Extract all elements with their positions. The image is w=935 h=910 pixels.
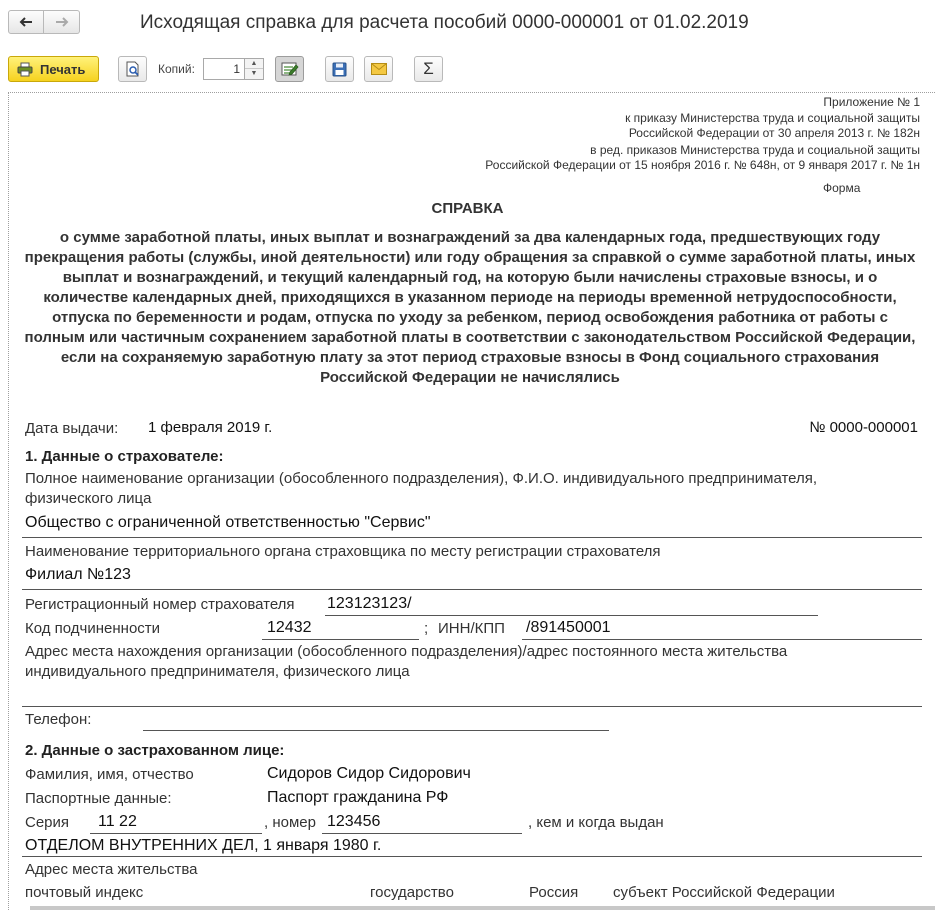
arrow-right-icon bbox=[55, 17, 69, 27]
series-label: Серия bbox=[25, 814, 70, 831]
territorial-body-value[interactable]: Филиал №123 bbox=[25, 566, 131, 583]
number-underline bbox=[322, 833, 522, 834]
passport-value[interactable]: Паспорт гражданина РФ bbox=[267, 789, 449, 806]
header-order: к приказу Министерства труда и социальной защиты bbox=[625, 111, 920, 125]
subordination-underline bbox=[262, 639, 419, 640]
series-underline bbox=[90, 833, 262, 834]
passport-label: Паспортные данные: bbox=[25, 790, 172, 807]
inn-kpp-label: ИНН/КПП bbox=[438, 620, 505, 637]
org-name-label-cont: физического лица bbox=[25, 490, 152, 507]
residence-label: Адрес места жительства bbox=[25, 861, 198, 878]
document-subject: о сумме заработной платы, иных выплат и вознаграждений за два календарных года, предшествующих году прекращения работы (службы, иной деятельности) или году обращения за справкой о сумме заработной платы, иных выплат и вознаграждений, и текущий календарный год, на которую были начислены страховые взносы, и о количестве календарных дней, приходящихся в указанном периоде на периоды временной нетрудоспособности, отпуска по беременности и родам, отпуска по уходу за ребенком, период освобождения работника от работы с полным или частичным сохранением заработной платы в соответствии с законодательством Российской Федерации, если на сохраняемую заработную плату за этот период страховые взносы в Фонд социального страхования Российской Федерации не начислялись bbox=[24, 229, 916, 386]
subordination-label: Код подчиненности bbox=[25, 620, 161, 637]
issued-by-label: , кем и когда выдан bbox=[528, 814, 664, 831]
page-preview-icon bbox=[125, 61, 141, 77]
copies-input[interactable]: 1 bbox=[203, 58, 245, 80]
separator-semicolon: ; bbox=[424, 620, 429, 637]
edit-mode-button[interactable] bbox=[275, 56, 304, 82]
header-amendment-dates: Российской Федерации от 15 ноября 2016 г. № 648н, от 9 января 2017 г. № 1н bbox=[485, 158, 920, 172]
org-name-label: Полное наименование организации (обособленного подразделения), Ф.И.О. индивидуального предпринимателя, bbox=[25, 470, 818, 487]
header-order-date: Российской Федерации от 30 апреля 2013 г. № 182н bbox=[628, 126, 920, 140]
floppy-disk-icon bbox=[332, 62, 347, 77]
region-label: субъект Российской Федерации bbox=[613, 884, 835, 901]
reg-number-label: Регистрационный номер страхователя bbox=[25, 596, 295, 613]
stepper-up-icon[interactable]: ▲ bbox=[245, 59, 263, 69]
country-value[interactable]: Россия bbox=[529, 884, 579, 901]
section2-heading: 2. Данные о застрахованном лице: bbox=[25, 742, 285, 759]
fio-value[interactable]: Сидоров Сидор Сидорович bbox=[267, 765, 471, 782]
phone-label: Телефон: bbox=[25, 711, 92, 728]
address-underline bbox=[22, 706, 922, 707]
form-label: Форма bbox=[823, 181, 861, 195]
issue-date-label: Дата выдачи: bbox=[25, 420, 119, 437]
header-appendix: Приложение № 1 bbox=[823, 95, 920, 109]
territorial-underline bbox=[22, 589, 922, 590]
reg-number-underline bbox=[325, 615, 818, 616]
window-title: Исходящая справка для расчета пособий 0000-000001 от 01.02.2019 bbox=[140, 12, 749, 33]
subordination-value[interactable]: 12432 bbox=[267, 619, 312, 636]
passport-number-value[interactable]: 123456 bbox=[327, 813, 381, 830]
reg-number-value[interactable]: 123123123/ bbox=[327, 595, 412, 612]
sum-button[interactable] bbox=[414, 56, 443, 82]
copies-label: Копий: bbox=[158, 62, 195, 76]
stepper-down-icon[interactable]: ▼ bbox=[250, 70, 258, 77]
print-button[interactable] bbox=[8, 56, 99, 82]
back-button[interactable] bbox=[8, 10, 44, 34]
org-name-underline bbox=[22, 537, 922, 538]
edit-document-icon bbox=[281, 61, 299, 77]
document-frame-top bbox=[8, 92, 935, 93]
print-button-label: Печать bbox=[40, 61, 86, 77]
address-label: Адрес места нахождения организации (обособленного подразделения)/адрес постоянного места жительства bbox=[25, 643, 788, 660]
postal-code-label: почтовый индекс bbox=[25, 884, 144, 901]
save-button[interactable] bbox=[325, 56, 354, 82]
arrow-left-icon bbox=[19, 17, 33, 27]
org-name-value[interactable]: Общество с ограниченной ответственностью "Сервис" bbox=[25, 514, 431, 531]
envelope-icon bbox=[371, 63, 387, 75]
header-amendments: в ред. приказов Министерства труда и социальной защиты bbox=[590, 143, 920, 157]
number-label: , номер bbox=[264, 814, 316, 831]
issued-by-value[interactable]: ОТДЕЛОМ ВНУТРЕННИХ ДЕЛ, 1 января 1980 г. bbox=[25, 837, 382, 854]
country-label: государство bbox=[370, 884, 454, 901]
document-title: СПРАВКА bbox=[431, 200, 504, 217]
horizontal-scrollbar[interactable] bbox=[30, 906, 935, 910]
phone-underline[interactable] bbox=[143, 730, 609, 731]
fio-label: Фамилия, имя, отчество bbox=[25, 766, 194, 783]
printer-icon bbox=[17, 62, 33, 77]
inn-kpp-underline bbox=[522, 639, 922, 640]
send-email-button[interactable] bbox=[364, 56, 393, 82]
address-label-cont: индивидуального предпринимателя, физического лица bbox=[25, 663, 410, 680]
series-value[interactable]: 11 22 bbox=[98, 813, 137, 830]
copies-stepper[interactable] bbox=[245, 58, 264, 80]
territorial-body-label: Наименование территориального органа страховщика по месту регистрации страхователя bbox=[25, 543, 661, 560]
issue-date-value[interactable]: 1 февраля 2019 г. bbox=[148, 419, 273, 436]
forward-button[interactable] bbox=[44, 10, 80, 34]
sigma-icon: Σ bbox=[423, 59, 434, 78]
issued-by-underline bbox=[22, 856, 922, 857]
document-number[interactable]: № 0000-000001 bbox=[809, 419, 918, 436]
section1-heading: 1. Данные о страхователе: bbox=[25, 448, 224, 465]
preview-button[interactable] bbox=[118, 56, 147, 82]
inn-kpp-value[interactable]: /891450001 bbox=[526, 619, 611, 636]
